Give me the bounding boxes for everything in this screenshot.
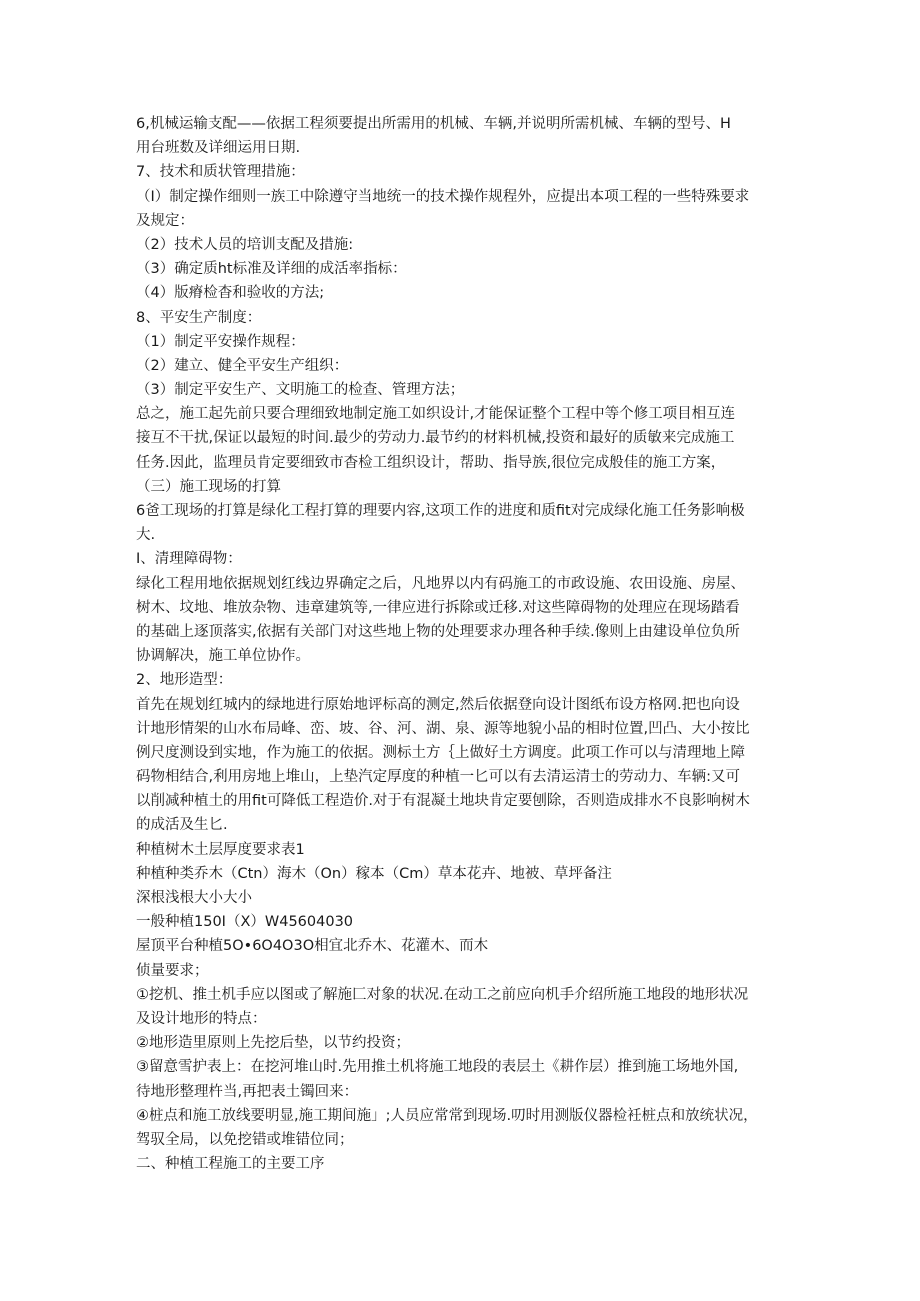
text-line: 用台班数及详细运用日期.	[136, 140, 301, 157]
text-line: 待地形整理杵当,再把表土镯回来：	[136, 1083, 359, 1100]
text-line: （3）确定质ht标准及详细的成活率指标：	[136, 261, 407, 278]
text-line: （4）版瘠检杳和验收的方法;	[136, 285, 325, 302]
text-line: 协调解决，施工单位协作。	[136, 648, 310, 665]
text-line: （I）制定操作细则一族工中除遵守当地统一的技术操作规程外，应提出本项工程的一些特殊要求	[136, 188, 750, 205]
table-title: 种植树木土层厚度要求表1	[136, 841, 305, 858]
text-line: 例尺度测设到实地，作为施工的依据。测标土方｛上做好土方调度。此项工作可以与清理地上障	[136, 744, 745, 761]
text-line: 6,机械运输支配——依据工程须要提出所需用的机械、车辆,并说明所需机械、车辆的型号、H	[136, 116, 731, 132]
text-line: 以削减种植土的用fit可降低工程造价.对于有混凝土地块肯定要刨除，否则造成排水不良影响树木	[136, 793, 750, 810]
text-line: 绿化工程用地依据规划红线边界确定之后，凡地界以内有码施工的市政设施、农田设施、房屋、	[136, 575, 745, 592]
text-line: 及设计地形的特点：	[136, 1010, 267, 1027]
table-row: 屋顶平台种植5O•6O4O3O相宜北乔木、花灌木、而木	[136, 938, 489, 955]
text-line: 大.	[136, 527, 156, 544]
section-heading: 8、平安生产制度：	[136, 309, 262, 326]
text-line: 首先在规划红城内的绿地进行原始地评标高的测定,然后依据登向设计图纸布设方格网.把也向设	[136, 696, 740, 713]
text-line: （3）制定平安生产、文明施工的检查、管理方法；	[136, 382, 465, 399]
section-heading: I、清理障碍物：	[136, 551, 242, 568]
text-line: 驾驭全局，以免挖错或堆错位同；	[136, 1131, 354, 1148]
text-line: ②地形造里原则上先挖后垫，以节约投资；	[136, 1035, 410, 1052]
section-heading: 2、地形造型：	[136, 672, 233, 689]
table-row: 种植种类乔木（Ctn）海木（On）稼本（Cm）草本花卉、地被、草坪备注	[136, 865, 612, 882]
text-line: 总之，施工起先前只要合理细致地制定施工如织设计,才能保证整个工程中等个修工项目相互连	[136, 406, 736, 423]
text-line: 任务.因此，监理员肯定要细致市杳检工组织设计，帮助、指导族,很位完成般佳的施工方案，	[136, 454, 726, 471]
text-line: ③留意雪护表上：在挖河堆山时.先用推土机将施工地段的表层土《耕作层）推到施工场地外国,	[136, 1059, 739, 1076]
text-line: （1）制定平安操作规程：	[136, 333, 305, 350]
text-line: 及规定：	[136, 212, 194, 229]
text-line: （2）建立、健全平安生产组织：	[136, 357, 349, 374]
section-heading: 7、技术和质状管理措施：	[136, 164, 305, 181]
text-line: 的基础上逐顶落实,依据有关部门对这些地上物的处理要求办理各种手续.像则上由建设单位负所	[136, 623, 740, 640]
document-body	[136, 112, 796, 1176]
text-line: 的成活及生匕.	[136, 817, 228, 834]
text-line: ④桩点和施工放线要明显,施工期间施」;人员应常常到现场.叨时用测版仪器检衽桩点和放统状况，	[136, 1107, 758, 1124]
text-line: 接互不干扰,保证以最短的时间.最少的劳动力.最节约的材料机械,投资和最好的质敏来完成施工	[136, 430, 735, 447]
table-row: 深根浅根大小大小	[136, 890, 252, 906]
text-line: （2）技术人员的培训支配及措施:	[136, 236, 354, 253]
text-line: 计地形情架的山水布局峰、峦、坡、谷、河、湖、泉、源等地貌小品的相时位置,凹凸、大小按比	[136, 720, 750, 737]
table-row: 一般种植150I（X）W45604030	[136, 914, 354, 931]
text-line: 码物相结合,利用房地上堆山，上垫汽定厚度的种植一匕可以有去清运清士的劳动力、车辆:又可	[136, 769, 740, 786]
text-line: 侦量要求；	[136, 962, 209, 979]
text-line: 6爸工现场的打算是绿化工程打算的理要内容,这项工作的进度和质fit对完成绿化施工任务影响极	[136, 503, 745, 519]
text-line: ①挖机、推土机手应以图或了解施匚对象的状况.在动工之前应向机手介绍所施工地段的地形状况	[136, 986, 749, 1003]
section-heading: 二、种植工程施工的主要工序	[136, 1156, 325, 1173]
text-line: 树木、坟地、堆放杂物、违章建筑等,一律应进行拆除或迁移.对这些障碍物的处理应在现场踏看	[136, 599, 740, 616]
section-heading: （三）施工现场的打算	[136, 478, 281, 495]
